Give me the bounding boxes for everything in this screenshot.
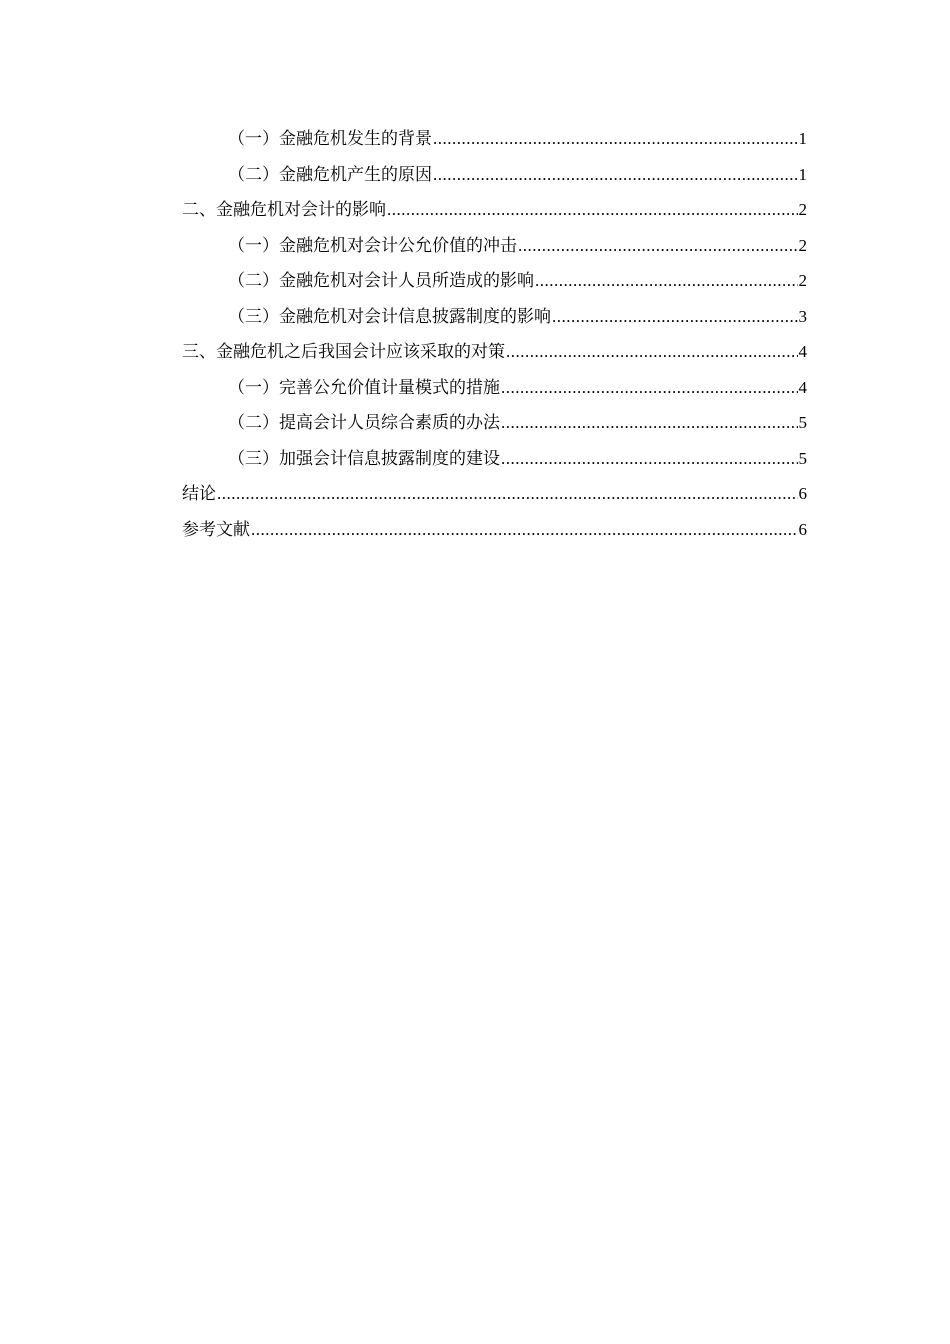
toc-entry-page-number: 6 [798, 519, 807, 539]
toc-entry[interactable] [182, 299, 807, 335]
toc-dot-leader [501, 370, 798, 406]
toc-entry[interactable] [182, 121, 807, 157]
toc-entry-title: 结论 [182, 484, 216, 504]
toc-entry[interactable] [182, 192, 807, 228]
table-of-contents [182, 121, 807, 547]
toc-entry-page-number: 1 [798, 129, 807, 148]
toc-entry-page-number: 5 [798, 413, 807, 432]
toc-dot-leader [251, 512, 798, 548]
toc-entry[interactable] [182, 405, 807, 441]
toc-entry-page-number: 4 [798, 342, 807, 361]
toc-dot-leader [433, 121, 798, 157]
toc-entry-title: （二）提高会计人员综合素质的办法 [228, 413, 500, 433]
toc-entry[interactable] [182, 334, 807, 370]
toc-entry[interactable] [182, 263, 807, 299]
toc-entry[interactable] [182, 157, 807, 193]
toc-dot-leader [501, 405, 798, 441]
toc-entry[interactable] [182, 441, 807, 477]
toc-entry[interactable] [182, 476, 807, 512]
toc-entry-title: （三）加强会计信息披露制度的建设 [228, 448, 500, 469]
toc-entry-title: 三、金融危机之后我国会计应该采取的对策 [182, 342, 505, 362]
toc-dot-leader [518, 228, 798, 264]
toc-entry-page-number: 4 [798, 377, 807, 397]
toc-entry-page-number: 2 [798, 235, 807, 255]
toc-dot-leader [552, 299, 798, 335]
toc-entry-title: （一）完善公允价值计量模式的措施 [228, 377, 500, 398]
toc-entry[interactable] [182, 512, 807, 548]
toc-entry-title: 参考文献 [182, 519, 250, 540]
toc-entry[interactable] [182, 228, 807, 264]
toc-entry-title: （二）金融危机对会计人员所造成的影响 [228, 271, 534, 291]
toc-entry[interactable] [182, 370, 807, 406]
toc-entry-page-number: 2 [798, 200, 807, 219]
toc-dot-leader [535, 263, 798, 299]
toc-entry-page-number: 2 [798, 271, 807, 290]
toc-dot-leader [501, 441, 798, 477]
toc-entry-title: （二）金融危机产生的原因 [228, 164, 432, 185]
toc-entry-title: （一）金融危机发生的背景 [228, 129, 432, 149]
toc-dot-leader [433, 157, 798, 193]
toc-entry-title: （三）金融危机对会计信息披露制度的影响 [228, 306, 551, 327]
toc-entry-page-number: 3 [798, 306, 807, 326]
toc-entry-page-number: 5 [798, 448, 807, 468]
toc-entry-page-number: 6 [798, 484, 807, 503]
toc-dot-leader [387, 192, 798, 228]
toc-entry-title: 二、金融危机对会计的影响 [182, 200, 386, 220]
toc-dot-leader [506, 334, 798, 370]
toc-entry-page-number: 1 [798, 164, 807, 184]
toc-entry-title: （一）金融危机对会计公允价值的冲击 [228, 235, 517, 256]
toc-dot-leader [217, 476, 798, 512]
